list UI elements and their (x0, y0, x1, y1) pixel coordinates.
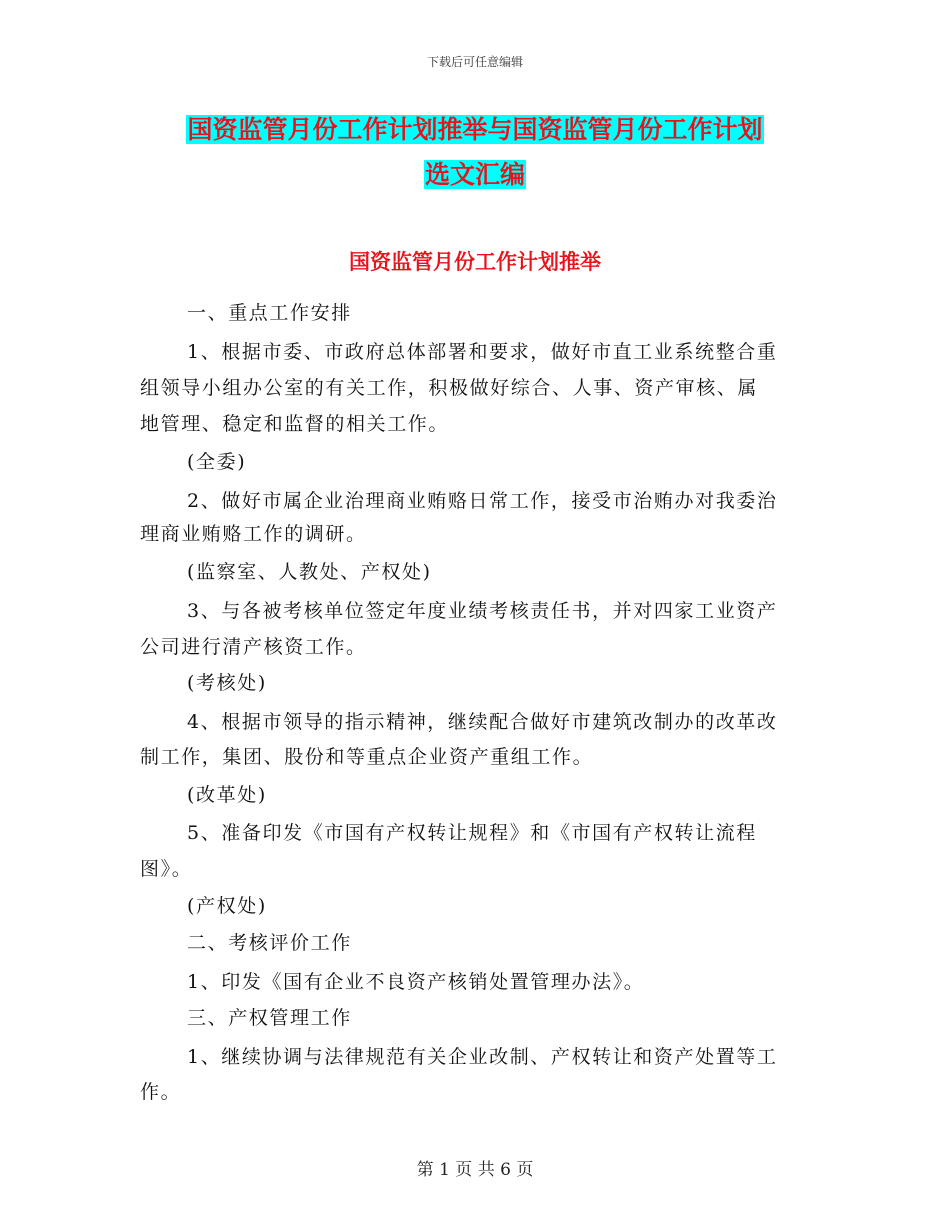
heading-2: 二、考核评价工作 (187, 932, 352, 954)
dept-note: (全委) (187, 451, 247, 473)
paragraph-line: 制工作，集团、股份和等重点企业资产重组工作。 (140, 746, 594, 768)
dept-note: (监察室、人教处、产权处) (187, 561, 432, 583)
paragraph-line: 作。 (140, 1081, 182, 1103)
paragraph-line: 公司进行清产核资工作。 (140, 636, 367, 658)
heading-1: 一、重点工作安排 (187, 302, 352, 324)
document-title-line1 (140, 110, 810, 150)
dept-note: (改革处) (187, 784, 267, 806)
paragraph-line: 组领导小组办公室的有关工作，积极做好综合、人事、资产审核、属 (140, 377, 759, 399)
paragraph-line: 2、做好市属企业治理商业贿赂日常工作，接受市治贿办对我委治 (187, 490, 778, 512)
paragraph-line: 1、印发《国有企业不良资产核销处置管理办法》。 (187, 971, 645, 993)
paragraph-line: 地管理、稳定和监督的相关工作。 (140, 413, 450, 435)
dept-note: (考核处) (187, 672, 267, 694)
section-title: 国资监管月份工作计划推举 (349, 250, 601, 274)
title-highlight-2: 选文汇编 (424, 160, 525, 189)
paragraph-line: 5、准备印发《市国有产权转让规程》和《市国有产权转让流程 (187, 822, 757, 844)
heading-3: 三、产权管理工作 (187, 1007, 352, 1029)
document-title-line2 (140, 155, 810, 195)
paragraph-line: 3、与各被考核单位签定年度业绩考核责任书，并对四家工业资产 (187, 600, 778, 622)
dept-note: (产权处) (187, 895, 267, 917)
title-highlight-1: 国资监管月份工作计划推举与国资监管月份工作计划 (187, 115, 763, 144)
paragraph-line: 理商业贿赂工作的调研。 (140, 523, 367, 545)
page-header: 下载后可任意编辑 (426, 55, 523, 69)
paragraph-line: 1、继续协调与法律规范有关企业改制、产权转让和资产处置等工 (187, 1046, 778, 1068)
page-number: 第 1 页 共 6 页 (416, 1160, 534, 1180)
paragraph-line: 1、根据市委、市政府总体部署和要求，做好市直工业系统整合重 (187, 341, 778, 363)
paragraph-line: 4、根据市领导的指示精神，继续配合做好市建筑改制办的改革改 (187, 711, 778, 733)
paragraph-line: 图》。 (140, 858, 193, 880)
